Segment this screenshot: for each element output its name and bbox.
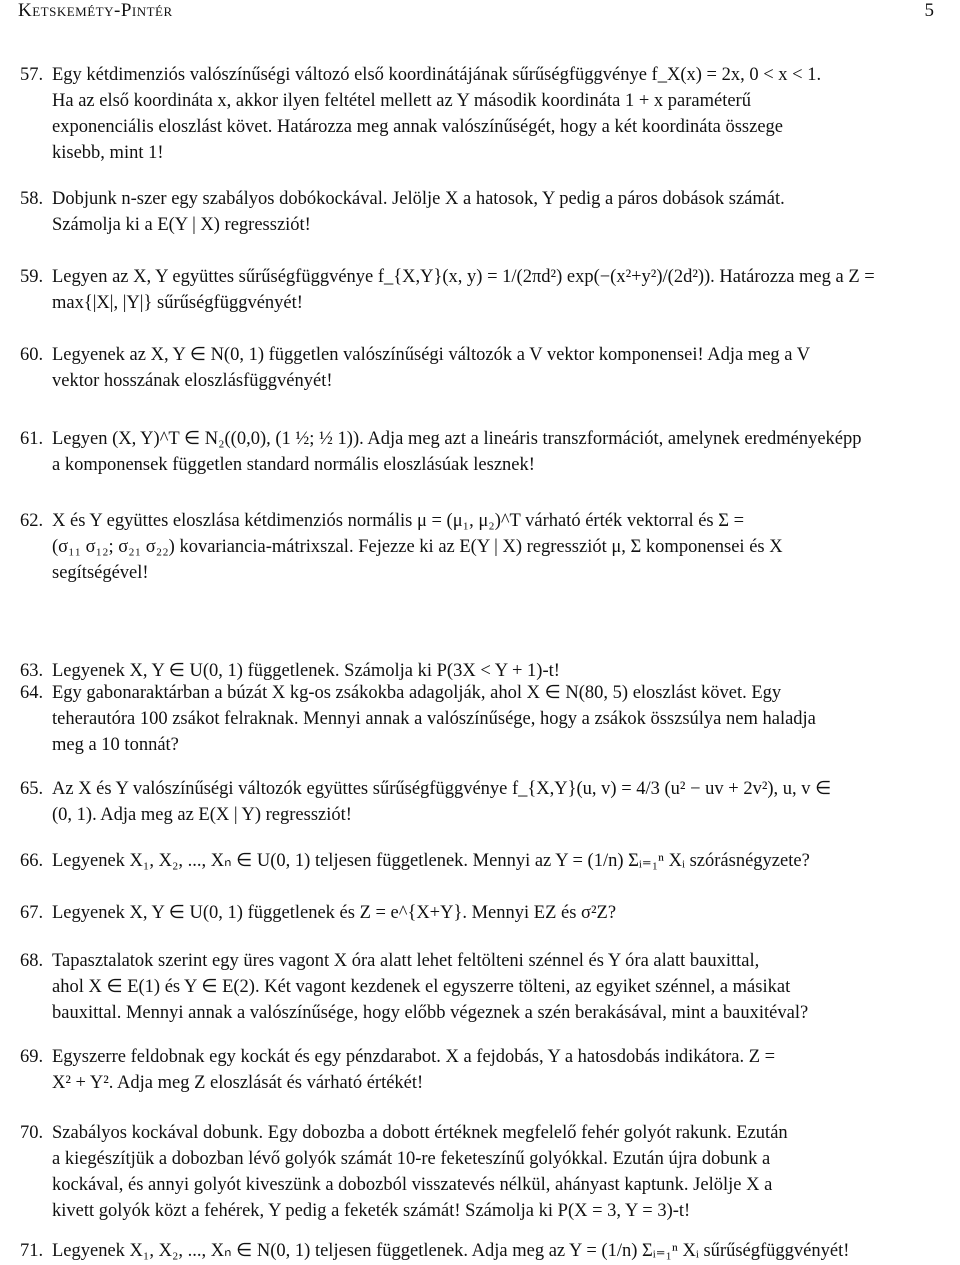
page-header bbox=[18, 0, 942, 26]
problem-line: Egyszerre feldobnak egy kockát és egy pénzdarabot. X a fejdobás, Y a hatosdobás indikátora. Z = bbox=[52, 1047, 776, 1067]
problem-number: 57. bbox=[20, 65, 44, 85]
problem-line: Legyenek X, Y ∈ U(0, 1) függetlenek és Z = e^{X+Y}. Mennyi EZ és σ²Z? bbox=[52, 903, 617, 923]
problem-line: kisebb, mint 1! bbox=[52, 143, 164, 163]
problem-68 bbox=[20, 948, 944, 1026]
problem-67 bbox=[20, 900, 944, 926]
problem-line: segítségével! bbox=[52, 563, 149, 583]
problem-number: 62. bbox=[20, 511, 44, 531]
problem-line: vektor hosszának eloszlásfüggvényét! bbox=[52, 371, 333, 391]
problem-line: X és Y együttes eloszlása kétdimenziós normális μ = (μ₁, μ₂)^T várható érték vektorral és Σ = bbox=[52, 511, 745, 531]
problem-number: 64. bbox=[20, 683, 44, 703]
problem-line: Legyenek X₁, X₂, ..., Xₙ ∈ N(0, 1) teljesen függetlenek. Adja meg az Y = (1/n) Σᵢ₌₁ⁿ Xᵢ sűrűségfüggvényét! bbox=[52, 1241, 850, 1261]
problem-line: Az X és Y valószínűségi változók együttes sűrűségfüggvénye f_{X,Y}(u, v) = 4/3 (u² − uv + 2v²), u, v ∈ bbox=[52, 779, 832, 799]
problem-number: 70. bbox=[20, 1123, 44, 1143]
problem-65 bbox=[20, 776, 944, 828]
problem-number: 60. bbox=[20, 345, 44, 365]
problem-line: ahol X ∈ E(1) és Y ∈ E(2). Két vagont kezdenek el egyszerre tölteni, az egyiket szénnel, a másikat bbox=[52, 977, 791, 997]
problem-number: 58. bbox=[20, 189, 44, 209]
problem-number: 71. bbox=[20, 1241, 44, 1261]
problem-line: Dobjunk n-szer egy szabályos dobókockával. Jelölje X a hatosok, Y pedig a páros dobások számát. bbox=[52, 189, 785, 209]
problem-line: Legyenek az X, Y ∈ N(0, 1) független valószínűségi változók a V vektor komponensei! Adja meg a V bbox=[52, 345, 811, 365]
problem-line: kivett golyók közt a fehérek, Y pedig a feketék számát! Számolja ki P(X = 3, Y = 3)-t! bbox=[52, 1201, 691, 1221]
problem-line: max{|X|, |Y|} sűrűségfüggvényét! bbox=[52, 293, 303, 313]
problem-line: a komponensek független standard normális eloszlásúak lesznek! bbox=[52, 455, 535, 475]
problem-64 bbox=[20, 680, 944, 758]
problem-number: 67. bbox=[20, 903, 44, 923]
problem-line: Legyenek X₁, X₂, ..., Xₙ ∈ U(0, 1) teljesen függetlenek. Mennyi az Y = (1/n) Σᵢ₌₁ⁿ Xᵢ szórásnégyzete? bbox=[52, 851, 810, 871]
problem-line: a kiegészítjük a dobozban lévő golyók számát 10-re feketeszínű golyókkal. Ezután újra dobunk a bbox=[52, 1149, 771, 1169]
problem-number: 61. bbox=[20, 429, 44, 449]
problem-number: 63. bbox=[20, 661, 44, 681]
problem-62 bbox=[20, 508, 944, 586]
problem-61 bbox=[20, 426, 944, 478]
page-number: 5 bbox=[924, 0, 934, 21]
problem-line: Ha az első koordináta x, akkor ilyen feltétel mellett az Y második koordináta 1 + x paraméterű bbox=[52, 91, 751, 111]
problem-line: Számolja ki a E(Y | X) regressziót! bbox=[52, 215, 311, 235]
problem-69 bbox=[20, 1044, 944, 1096]
problem-70 bbox=[20, 1120, 944, 1224]
problem-number: 66. bbox=[20, 851, 44, 871]
problem-line: Tapasztalatok szerint egy üres vagont X óra alatt lehet feltölteni szénnel és Y óra alatt bauxittal, bbox=[52, 951, 760, 971]
problem-line: (0, 1). Adja meg az E(X | Y) regressziót! bbox=[52, 805, 352, 825]
problem-59 bbox=[20, 264, 944, 316]
problem-number: 69. bbox=[20, 1047, 44, 1067]
problem-line: Egy gabonaraktárban a búzát X kg-os zsákokba adagolják, ahol X ∈ N(80, 5) eloszlást követ. Egy bbox=[52, 683, 782, 703]
problem-number: 65. bbox=[20, 779, 44, 799]
problem-71 bbox=[20, 1238, 944, 1264]
problem-line: bauxittal. Mennyi annak a valószínűsége, hogy előbb végeznek a szén berakásával, mint a bauxitéval? bbox=[52, 1003, 809, 1023]
problem-line: Legyen (X, Y)^T ∈ N₂((0,0), (1 ½; ½ 1)). Adja meg azt a lineáris transzformációt, amelynek eredményeképp bbox=[52, 429, 862, 449]
problem-line: Legyen az X, Y együttes sűrűségfüggvénye f_{X,Y}(x, y) = 1/(2πd²) exp(−(x²+y²)/(2d²)). Határozza meg a Z = bbox=[52, 267, 875, 287]
problem-line: kockával, és annyi golyót kiveszünk a dobozból visszatevés nélkül, ahányast kaptunk. Jelölje X a bbox=[52, 1175, 773, 1195]
problem-line: Legyenek X, Y ∈ U(0, 1) függetlenek. Számolja ki P(3X < Y + 1)-t! bbox=[52, 661, 560, 681]
problem-line: exponenciális eloszlást követ. Határozza meg annak valószínűségét, hogy a két koordináta összege bbox=[52, 117, 784, 137]
problem-line: X² + Y². Adja meg Z eloszlását és várható értékét! bbox=[52, 1073, 424, 1093]
problem-57 bbox=[20, 62, 944, 166]
problem-58 bbox=[20, 186, 944, 238]
problem-line: (σ₁₁ σ₁₂; σ₂₁ σ₂₂) kovariancia-mátrixszal. Fejezze ki az E(Y | X) regressziót μ, Σ komponensei és X bbox=[52, 537, 783, 557]
problem-line: Egy kétdimenziós valószínűségi változó első koordinátájának sűrűségfüggvénye f_X(x) = 2x, 0 < x < 1. bbox=[52, 65, 822, 85]
problem-number: 68. bbox=[20, 951, 44, 971]
problem-number: 59. bbox=[20, 267, 44, 287]
problem-66 bbox=[20, 848, 944, 874]
problem-line: meg a 10 tonnát? bbox=[52, 735, 179, 755]
running-head-author: Ketskeméty-Pintér bbox=[18, 0, 173, 21]
problem-line: teherautóra 100 zsákot felraknak. Mennyi annak a valószínűsége, hogy a zsákok összsúlya nem haladja bbox=[52, 709, 816, 729]
problem-60 bbox=[20, 342, 944, 394]
problem-line: Szabályos kockával dobunk. Egy dobozba a dobott értéknek megfelelő fehér golyót rakunk. Ezután bbox=[52, 1123, 788, 1143]
